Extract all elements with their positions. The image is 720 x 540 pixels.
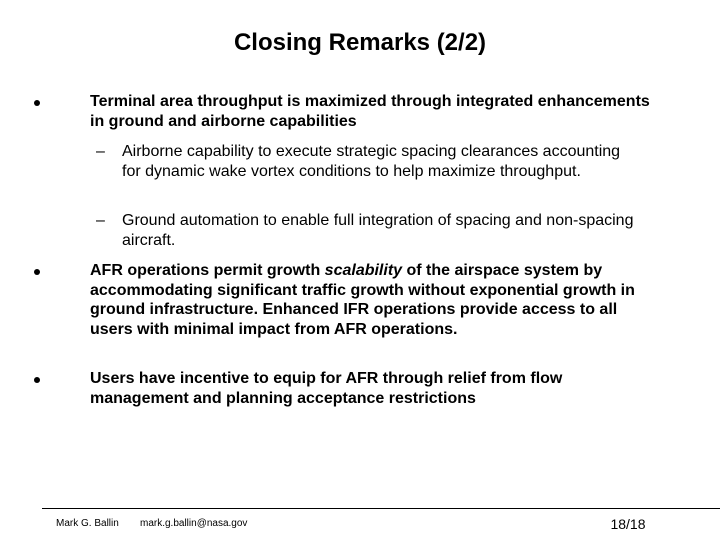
dash-icon: – (96, 143, 105, 160)
subbullet-1-text: Airborne capability to execute strategic spacing clearances accounting for dynamic wake vortex conditions to help maximize throughput. (122, 143, 621, 180)
subbullet-2-text: Ground automation to enable full integration of spacing and non-spacing aircraft. (122, 212, 634, 249)
bullet-3-text: Users have incentive to equip for AFR through relief from flow management and planning acceptance restrictions (90, 370, 563, 407)
bullet-2-emphasis: scalability (324, 262, 403, 279)
bullet-2-text-before: AFR operations permit growth (90, 262, 325, 279)
bullet-dot-icon (34, 100, 40, 106)
subbullet-1 (96, 142, 642, 182)
footer-author: Mark G. Ballin (56, 518, 119, 529)
page-number: 18/18 (610, 516, 646, 532)
bullet-1-text: Terminal area throughput is maximized through integrated enhancements in ground and airborne capabilities (90, 93, 650, 130)
bullet-2-text-after: of the airspace system by accommodating significant traffic growth without exponential growth in ground infrastructure. Enhanced IFR operations provide access to all users with minimal impact from AFR operations. (90, 262, 635, 338)
bullet-dot-icon (34, 269, 40, 275)
footer-divider (42, 508, 720, 509)
footer-email: mark.g.ballin@nasa.gov (140, 518, 248, 529)
bullet-dot-icon (34, 377, 40, 383)
dash-icon: – (96, 212, 105, 229)
bullet-1 (90, 92, 660, 131)
slide-title: Closing Remarks (2/2) (233, 29, 487, 56)
bullet-3 (90, 369, 660, 408)
subbullet-2 (96, 211, 642, 251)
bullet-2 (90, 261, 660, 339)
